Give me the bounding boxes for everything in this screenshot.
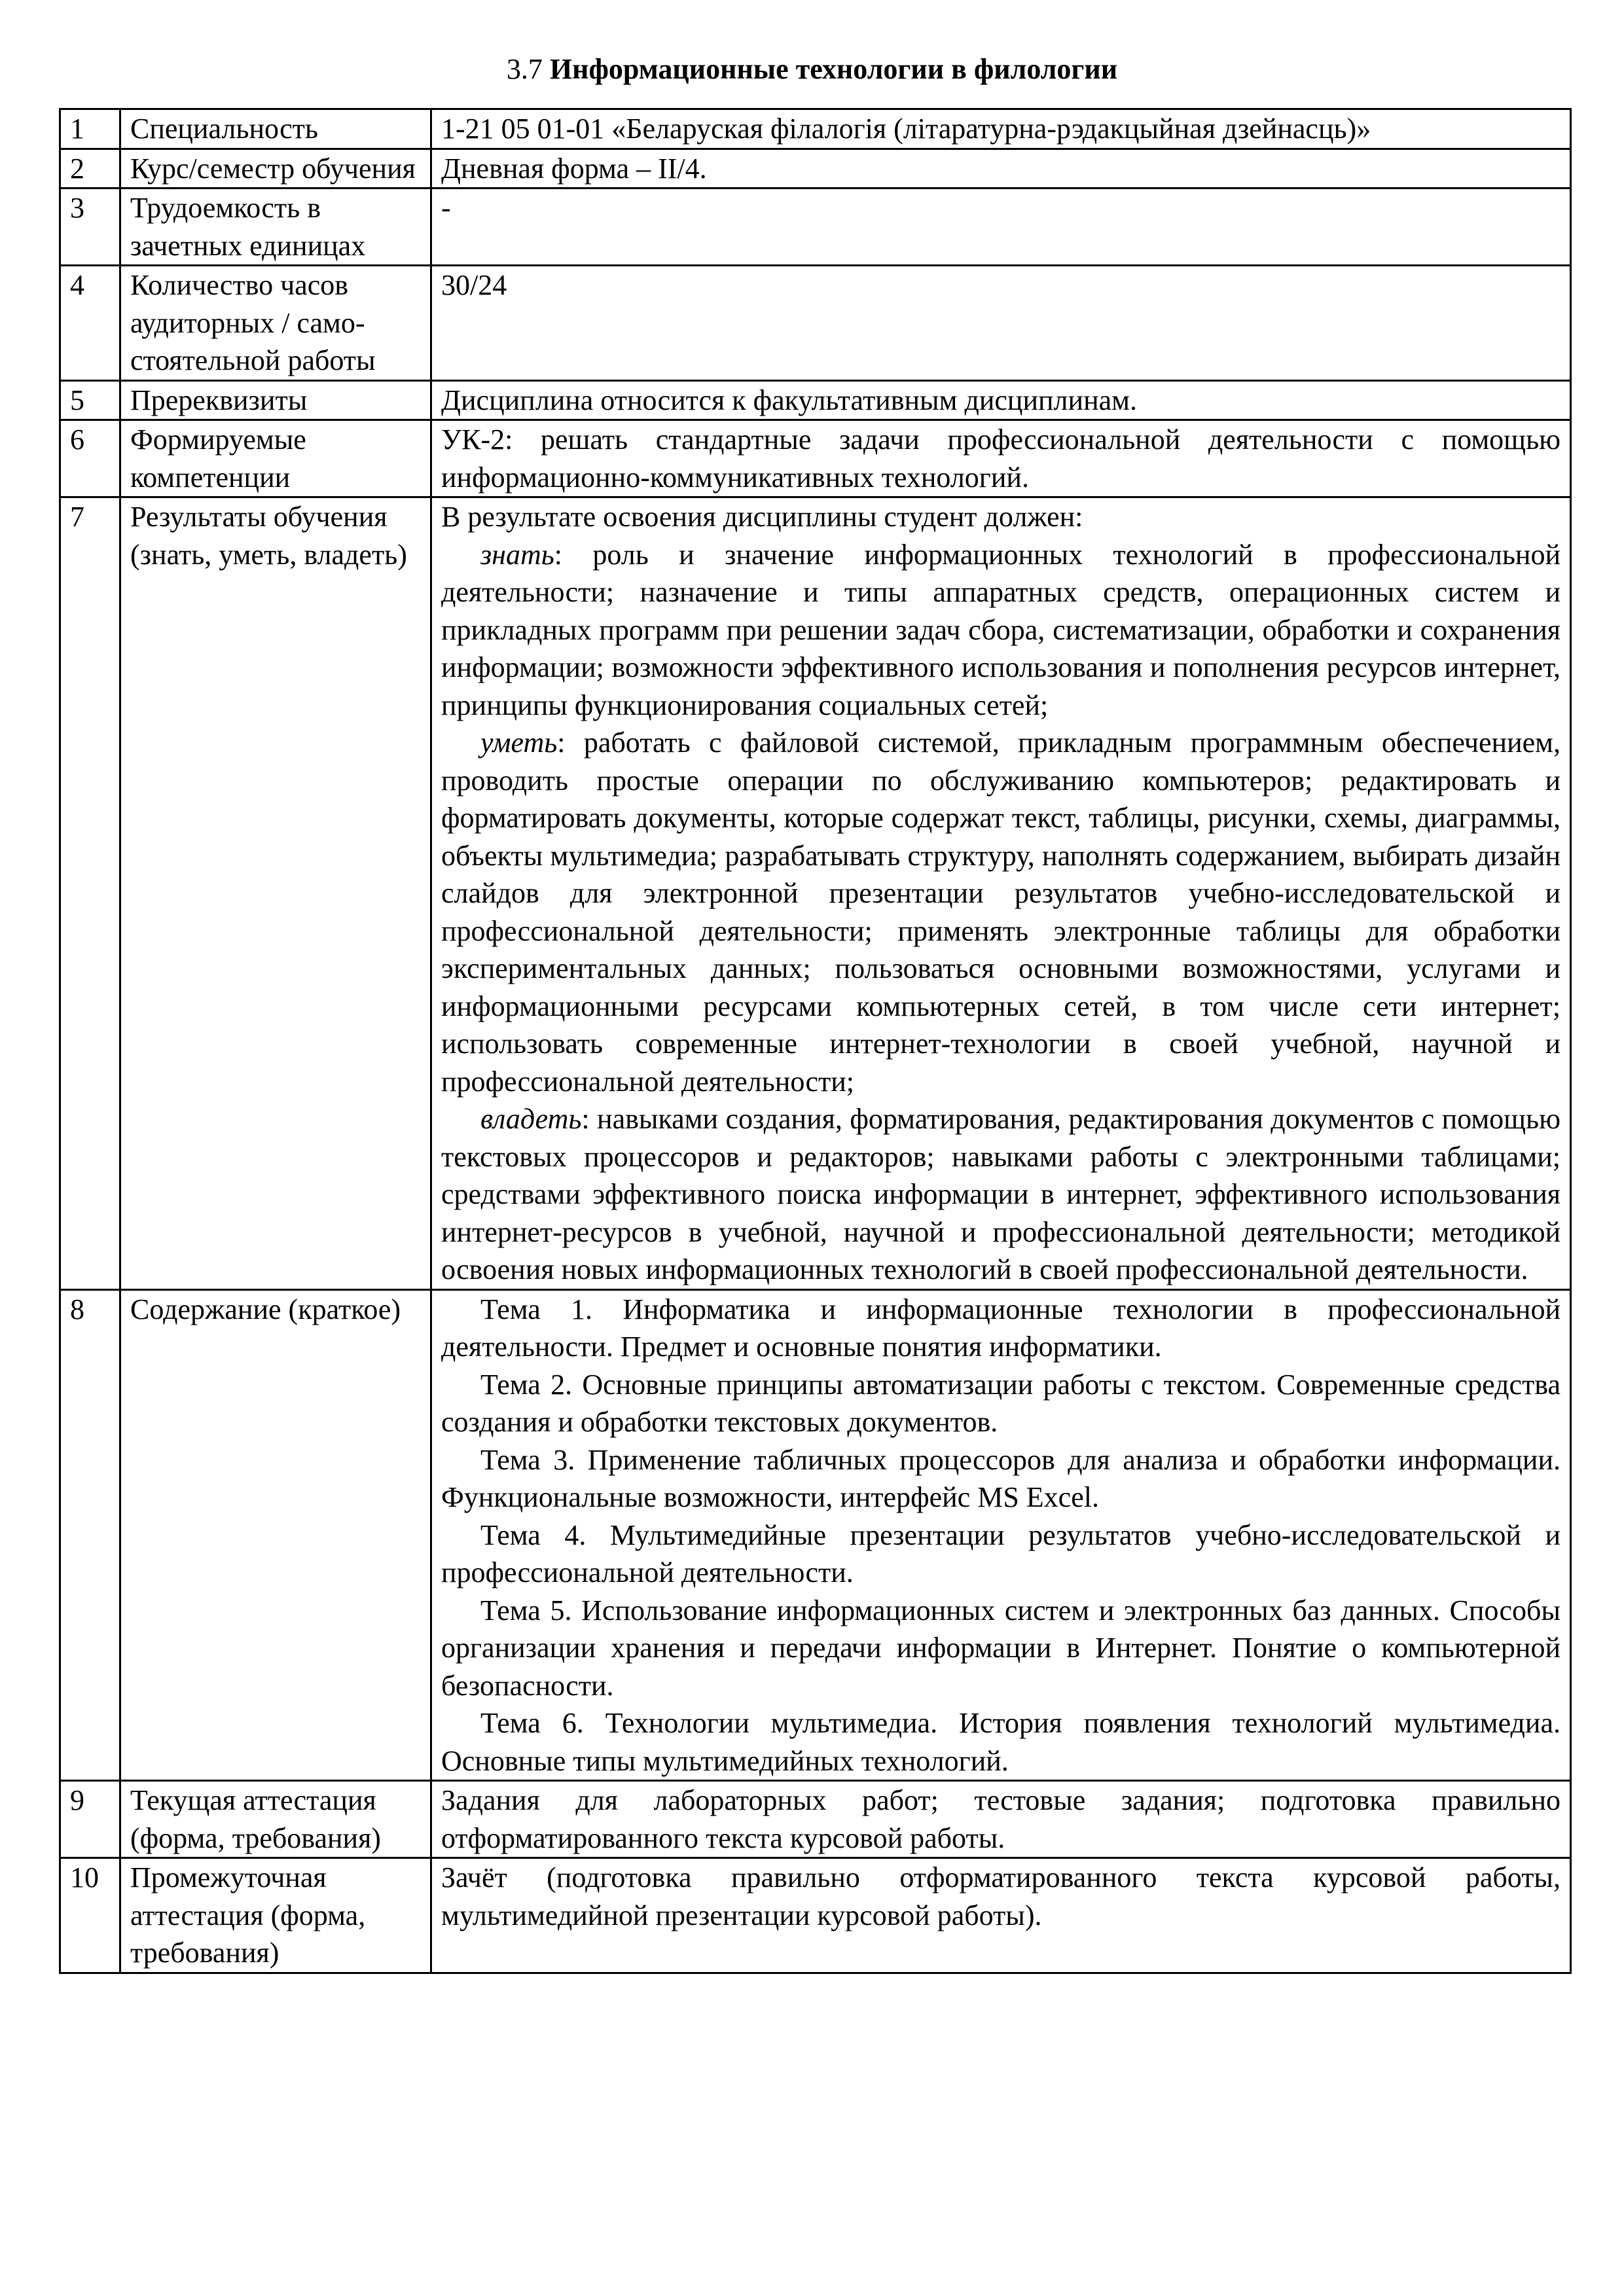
learning-outcomes [431,497,1571,1290]
row-number: 9 [60,1781,120,1858]
topic-item: Тема 6. Технологии мультимедиа. История появления технологий мультимедиа. Основные типы мультимедийных технологий. [441,1707,1561,1777]
row-number: 5 [60,380,120,420]
row-number: 4 [60,266,120,381]
table-row [60,380,1571,420]
outcome-own [441,1100,1561,1289]
section-title: Информационные технологии в филологии [549,53,1118,85]
row-label: Содержание (краткое) [120,1289,431,1781]
table-row [60,420,1571,497]
table-row [60,497,1571,1290]
row-label: Пререквизиты [120,380,431,420]
topic-item: Тема 4. Мультимедийные презентации результатов учебно-исследовательской и профессиональной деятельности. [441,1518,1561,1588]
topic-item: Тема 1. Информатика и информационные технологии в профессиональной деятельности. Предмет и основные понятия информатики. [441,1293,1561,1363]
table-row [60,1289,1571,1781]
table-row [60,109,1571,149]
row-label: Курс/семестр обучения [120,149,431,188]
row-value: 1-21 05 01-01 «Беларуская філалогія (літаратурна-рэдакцыйная дзейнасць)» [431,109,1571,149]
row-number: 6 [60,420,120,497]
row-label: Промежуточная аттестация (форма, требования) [120,1858,431,1973]
own-label: владеть [480,1103,582,1135]
row-label: Количество часов аудиторных / само-стоятельной работы [120,266,431,381]
can-label: уметь [480,726,558,759]
row-number: 1 [60,109,120,149]
course-table [59,108,1572,1974]
row-value: Дисциплина относится к факультативным дисциплинам. [431,380,1571,420]
section-number: 3.7 [506,53,543,85]
know-label: знать [480,538,554,571]
topic-item: Тема 3. Применение табличных процессоров для анализа и обработки информации. Функциональные возможности, интерфейс MS Excel. [441,1443,1561,1513]
table-row [60,1781,1571,1858]
can-text: : работать с файловой системой, прикладным программным обеспечением, проводить простые операции по обслуживанию компьютеров; редактировать и форматировать документы, которые содержат текст, таблицы, рисунки, схемы, диаграммы, объекты мультимедиа; разрабатывать структуру, наполнять содержанием, выбирать дизайн слайдов для электронной презентации результатов учебно-исследовательской и профессиональной деятельности; применять электронные таблицы для обработки экспериментальных данных; пользоваться основными возможностями, услугами и информационными ресурсами компьютерных сетей, в том числе сети интернет; использовать современные интернет-технологии в своей учебной, научной и профессиональной деятельности; [441,726,1561,1098]
row-label: Формируемые компетенции [120,420,431,497]
table-row [60,1858,1571,1973]
row-number: 2 [60,149,120,188]
row-label: Трудоемкость в зачетных единицах [120,188,431,266]
table-row [60,266,1571,381]
row-label: Результаты обучения (знать, уметь, владеть) [120,497,431,1290]
topic-item: Тема 5. Использование информационных систем и электронных баз данных. Способы организации хранения и передачи информации в Интернет. Понятие о компьютерной безопасности. [441,1594,1561,1702]
row-label: Специальность [120,109,431,149]
row-number: 10 [60,1858,120,1973]
row-value: Задания для лабораторных работ; тестовые задания; подготовка правильно отформатированного текста курсовой работы. [431,1781,1571,1858]
course-content [431,1289,1571,1781]
table-row [60,149,1571,188]
own-text: : навыками создания, форматирования, редактирования документов с помощью текстовых процессоров и редакторов; навыками работы с электронными таблицами; средствами эффективного поиска информации в интернет, эффективного использования интернет-ресурсов в учебной, научной и профессиональной деятельности; методикой освоения новых информационных технологий в своей профессиональной деятельности. [441,1103,1561,1285]
outcome-can [441,724,1561,1100]
table-row [60,188,1571,266]
row-value: - [431,188,1571,266]
topic-item: Тема 2. Основные принципы автоматизации работы с текстом. Современные средства создания и обработки текстовых документов. [441,1368,1561,1438]
row-value: Дневная форма – II/4. [431,149,1571,188]
row-value: 30/24 [431,266,1571,381]
row-number: 8 [60,1289,120,1781]
page-title [0,51,1624,88]
outcomes-intro: В результате освоения дисциплины студент должен: [441,501,1083,533]
row-value: Зачёт (подготовка правильно отформатированного текста курсовой работы, мультимедийной презентации курсовой работы). [431,1858,1571,1973]
row-value: УК-2: решать стандартные задачи профессиональной деятельности с помощью информационно-коммуникативных технологий. [431,420,1571,497]
outcome-know [441,536,1561,725]
row-number: 7 [60,497,120,1290]
row-number: 3 [60,188,120,266]
row-label: Текущая аттестация (форма, требования) [120,1781,431,1858]
know-text: : роль и значение информационных технологий в профессиональной деятельности; назначение и типы аппаратных средств, операционных систем и прикладных программ при решении задач сбора, систематизации, обработки и сохранения информации; возможности эффективного использования и пополнения ресурсов интернет, принципы функционирования социальных сетей; [441,538,1561,721]
